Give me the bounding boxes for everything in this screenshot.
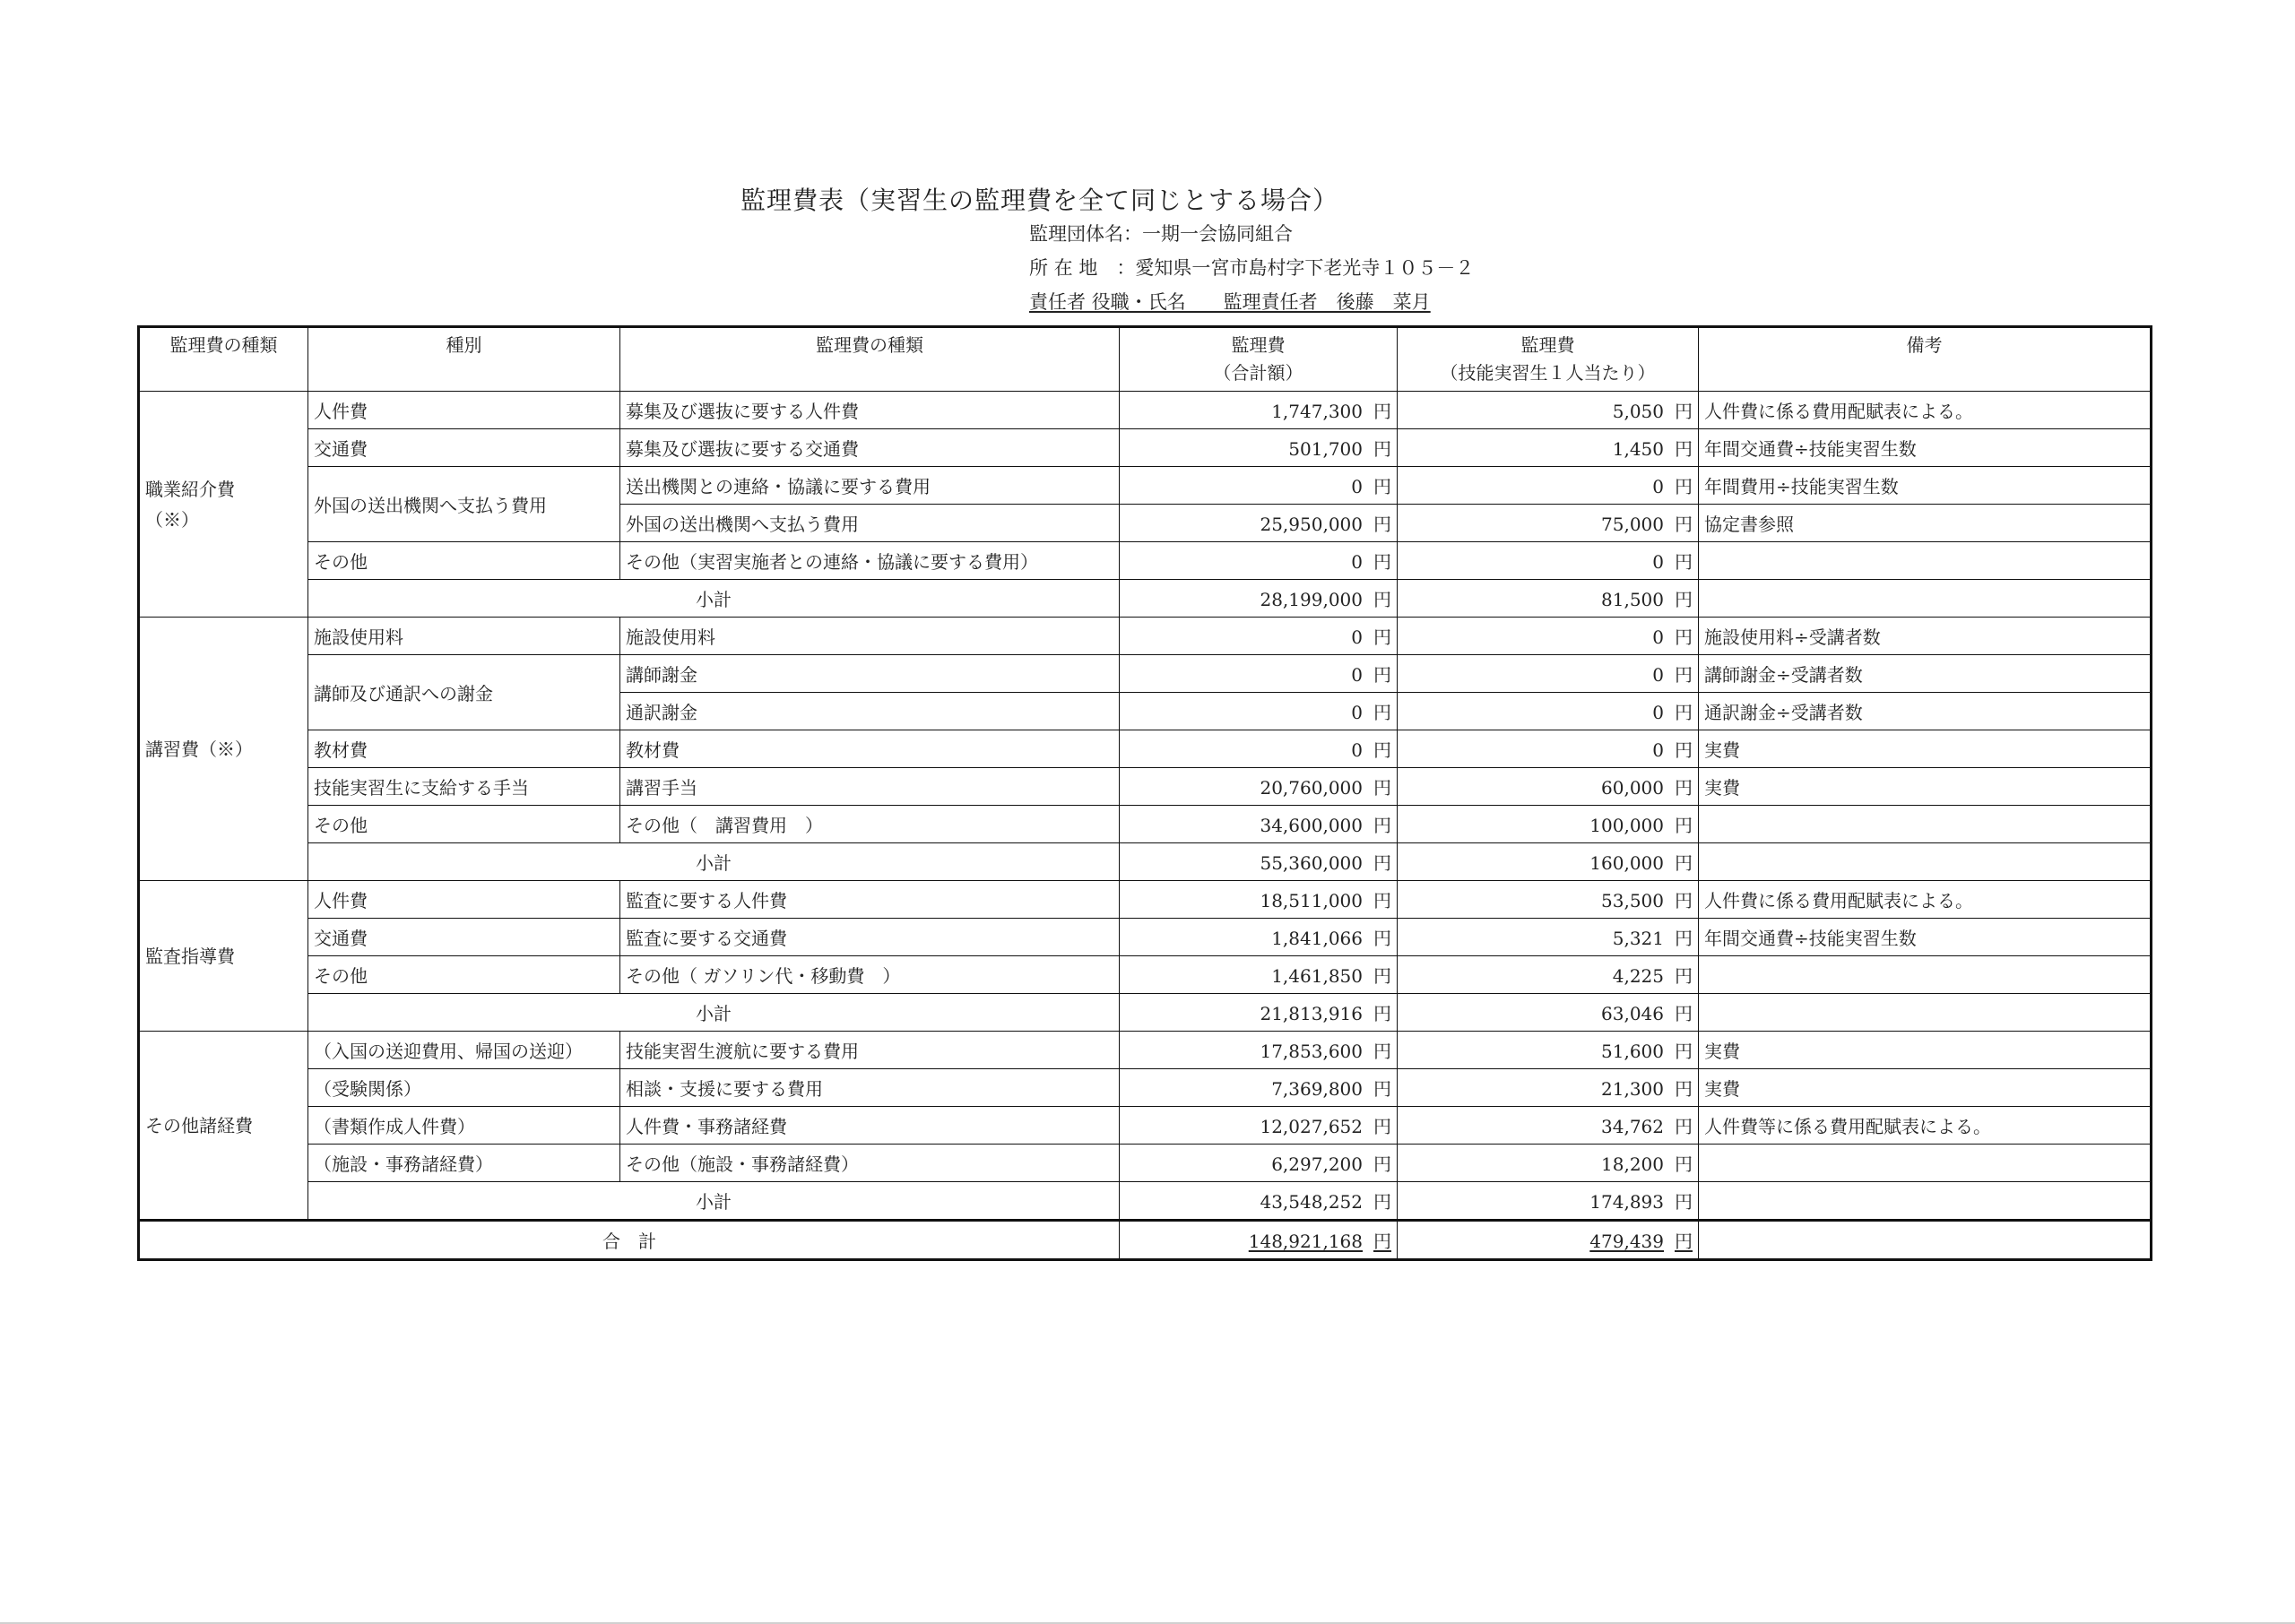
item-cell: 講師謝金: [620, 655, 1120, 693]
subtotal-label: 小計: [308, 843, 1120, 881]
grand-total-per-trainee: 479,439 円: [1398, 1221, 1699, 1260]
per-trainee-cell: 5,050 円: [1398, 392, 1699, 429]
category-cell: 監査指導費: [139, 881, 308, 1032]
note-cell: 年間費用÷技能実習生数: [1699, 467, 2152, 505]
note-cell: [1699, 806, 2152, 843]
subtotal-label: 小計: [308, 580, 1120, 618]
total-cell: 1,747,300 円: [1120, 392, 1398, 429]
subtotal-row: [139, 580, 2152, 618]
note-cell: [1699, 843, 2152, 881]
subtotal-total: 55,360,000 円: [1120, 843, 1398, 881]
item-cell: 外国の送出機関へ支払う費用: [620, 505, 1120, 542]
type-cell: その他: [308, 806, 620, 843]
item-cell: 監査に要する人件費: [620, 881, 1120, 919]
type-cell: （施設・事務諸経費）: [308, 1145, 620, 1182]
total-cell: 20,760,000 円: [1120, 768, 1398, 806]
category-cell: 職業紹介費 （※）: [139, 392, 308, 618]
item-cell: 相談・支援に要する費用: [620, 1069, 1120, 1107]
subtotal-per-trainee: 174,893 円: [1398, 1182, 1699, 1221]
subtotal-label: 小計: [308, 1182, 1120, 1221]
subtotal-row: [139, 994, 2152, 1032]
type-cell: その他: [308, 542, 620, 580]
total-cell: 1,841,066 円: [1120, 919, 1398, 956]
note-cell: [1699, 1145, 2152, 1182]
subtotal-total: 21,813,916 円: [1120, 994, 1398, 1032]
item-cell: 人件費・事務諸経費: [620, 1107, 1120, 1145]
type-cell: 交通費: [308, 919, 620, 956]
per-trainee-cell: 5,321 円: [1398, 919, 1699, 956]
item-cell: 送出機関との連絡・協議に要する費用: [620, 467, 1120, 505]
subtotal-total: 43,548,252 円: [1120, 1182, 1398, 1221]
table-row: [139, 429, 2152, 467]
per-trainee-cell: 51,600 円: [1398, 1032, 1699, 1069]
total-cell: 7,369,800 円: [1120, 1069, 1398, 1107]
note-cell: 施設使用料÷受講者数: [1699, 618, 2152, 655]
grand-total-label: 合 計: [139, 1221, 1120, 1260]
per-trainee-cell: 0 円: [1398, 693, 1699, 730]
total-cell: 0 円: [1120, 655, 1398, 693]
note-cell: [1699, 1221, 2152, 1260]
per-trainee-cell: 60,000 円: [1398, 768, 1699, 806]
per-trainee-cell: 75,000 円: [1398, 505, 1699, 542]
type-cell: 交通費: [308, 429, 620, 467]
type-cell: 技能実習生に支給する手当: [308, 768, 620, 806]
type-cell: その他: [308, 956, 620, 994]
table-row: [139, 467, 2152, 505]
table-row: [139, 956, 2152, 994]
note-cell: 実費: [1699, 1032, 2152, 1069]
total-cell: 0 円: [1120, 542, 1398, 580]
subtotal-label: 小計: [308, 994, 1120, 1032]
note-cell: 年間交通費÷技能実習生数: [1699, 919, 2152, 956]
subtotal-per-trainee: 81,500 円: [1398, 580, 1699, 618]
note-cell: 人件費に係る費用配賦表による。: [1699, 392, 2152, 429]
total-cell: 6,297,200 円: [1120, 1145, 1398, 1182]
per-trainee-cell: 0 円: [1398, 542, 1699, 580]
grand-total-total: 148,921,168 円: [1120, 1221, 1398, 1260]
subtotal-total: 28,199,000 円: [1120, 580, 1398, 618]
item-cell: 講習手当: [620, 768, 1120, 806]
table-row: [139, 806, 2152, 843]
note-cell: 実費: [1699, 730, 2152, 768]
total-cell: 501,700 円: [1120, 429, 1398, 467]
total-cell: 17,853,600 円: [1120, 1032, 1398, 1069]
total-cell: 12,027,652 円: [1120, 1107, 1398, 1145]
item-cell: 募集及び選抜に要する人件費: [620, 392, 1120, 429]
note-cell: 人件費に係る費用配賦表による。: [1699, 881, 2152, 919]
table-row: [139, 881, 2152, 919]
item-cell: 通訳謝金: [620, 693, 1120, 730]
header-per-trainee: 監理費 （技能実習生１人当たり）: [1398, 327, 1699, 392]
table-row: [139, 919, 2152, 956]
document-title: 監理費表（実習生の監理費を全て同じとする場合）: [740, 186, 1339, 215]
total-cell: 34,600,000 円: [1120, 806, 1398, 843]
per-trainee-cell: 53,500 円: [1398, 881, 1699, 919]
type-cell: 外国の送出機関へ支払う費用: [308, 467, 620, 542]
per-trainee-cell: 0 円: [1398, 618, 1699, 655]
item-cell: 施設使用料: [620, 618, 1120, 655]
subtotal-row: [139, 843, 2152, 881]
per-trainee-cell: 18,200 円: [1398, 1145, 1699, 1182]
note-cell: 実費: [1699, 768, 2152, 806]
per-trainee-cell: 1,450 円: [1398, 429, 1699, 467]
header-total: 監理費 （合計額）: [1120, 327, 1398, 392]
note-cell: [1699, 542, 2152, 580]
category-cell: その他諸経費: [139, 1032, 308, 1221]
table-row: [139, 768, 2152, 806]
total-cell: 25,950,000 円: [1120, 505, 1398, 542]
responsible-person: 責任者 役職・氏名 監理責任者 後藤 菜月: [1029, 291, 1431, 313]
supervision-fee-table: [137, 325, 2152, 1261]
note-cell: [1699, 956, 2152, 994]
type-cell: 施設使用料: [308, 618, 620, 655]
total-cell: 0 円: [1120, 693, 1398, 730]
header-fee-item: 監理費の種類: [620, 327, 1120, 392]
per-trainee-cell: 0 円: [1398, 467, 1699, 505]
type-cell: 講師及び通訳への謝金: [308, 655, 620, 730]
note-cell: 実費: [1699, 1069, 2152, 1107]
per-trainee-cell: 34,762 円: [1398, 1107, 1699, 1145]
per-trainee-cell: 0 円: [1398, 730, 1699, 768]
total-cell: 18,511,000 円: [1120, 881, 1398, 919]
grand-total-row: [139, 1221, 2152, 1260]
organization-info: [1029, 220, 1474, 323]
type-cell: 人件費: [308, 392, 620, 429]
type-cell: （入国の送迎費用、帰国の送迎）: [308, 1032, 620, 1069]
header-fee-category: 監理費の種類: [139, 327, 308, 392]
per-trainee-cell: 4,225 円: [1398, 956, 1699, 994]
total-cell: 0 円: [1120, 467, 1398, 505]
table-row: [139, 392, 2152, 429]
table-row: [139, 1032, 2152, 1069]
note-cell: 協定書参照: [1699, 505, 2152, 542]
subtotal-per-trainee: 160,000 円: [1398, 843, 1699, 881]
table-row: [139, 1145, 2152, 1182]
total-cell: 1,461,850 円: [1120, 956, 1398, 994]
total-cell: 0 円: [1120, 618, 1398, 655]
note-cell: 人件費等に係る費用配賦表による。: [1699, 1107, 2152, 1145]
item-cell: その他（ ガソリン代・移動費 ）: [620, 956, 1120, 994]
type-cell: 人件費: [308, 881, 620, 919]
note-cell: [1699, 580, 2152, 618]
per-trainee-cell: 21,300 円: [1398, 1069, 1699, 1107]
item-cell: その他（実習実施者との連絡・協議に要する費用）: [620, 542, 1120, 580]
table-header-row: [139, 327, 2152, 392]
note-cell: 年間交通費÷技能実習生数: [1699, 429, 2152, 467]
type-cell: （受験関係）: [308, 1069, 620, 1107]
item-cell: その他（ 講習費用 ）: [620, 806, 1120, 843]
table-row: [139, 730, 2152, 768]
item-cell: 教材費: [620, 730, 1120, 768]
type-cell: 教材費: [308, 730, 620, 768]
item-cell: 監査に要する交通費: [620, 919, 1120, 956]
org-name: 監理団体名：一期一会協同組合: [1029, 223, 1293, 245]
note-cell: [1699, 1182, 2152, 1221]
table-row: [139, 618, 2152, 655]
category-cell: 講習費（※）: [139, 618, 308, 881]
per-trainee-cell: 100,000 円: [1398, 806, 1699, 843]
total-cell: 0 円: [1120, 730, 1398, 768]
org-address: 所 在 地 ：愛知県一宮市島村字下老光寺１０５－２: [1029, 257, 1475, 279]
table-row: [139, 542, 2152, 580]
table-row: [139, 1069, 2152, 1107]
note-cell: [1699, 994, 2152, 1032]
note-cell: 講師謝金÷受講者数: [1699, 655, 2152, 693]
type-cell: （書類作成人件費）: [308, 1107, 620, 1145]
subtotal-row: [139, 1182, 2152, 1221]
item-cell: 募集及び選抜に要する交通費: [620, 429, 1120, 467]
note-cell: 通訳謝金÷受講者数: [1699, 693, 2152, 730]
item-cell: 技能実習生渡航に要する費用: [620, 1032, 1120, 1069]
header-notes: 備考: [1699, 327, 2152, 392]
item-cell: その他（施設・事務諸経費）: [620, 1145, 1120, 1182]
header-type: 種別: [308, 327, 620, 392]
table-row: [139, 1107, 2152, 1145]
subtotal-per-trainee: 63,046 円: [1398, 994, 1699, 1032]
table-row: [139, 655, 2152, 693]
per-trainee-cell: 0 円: [1398, 655, 1699, 693]
